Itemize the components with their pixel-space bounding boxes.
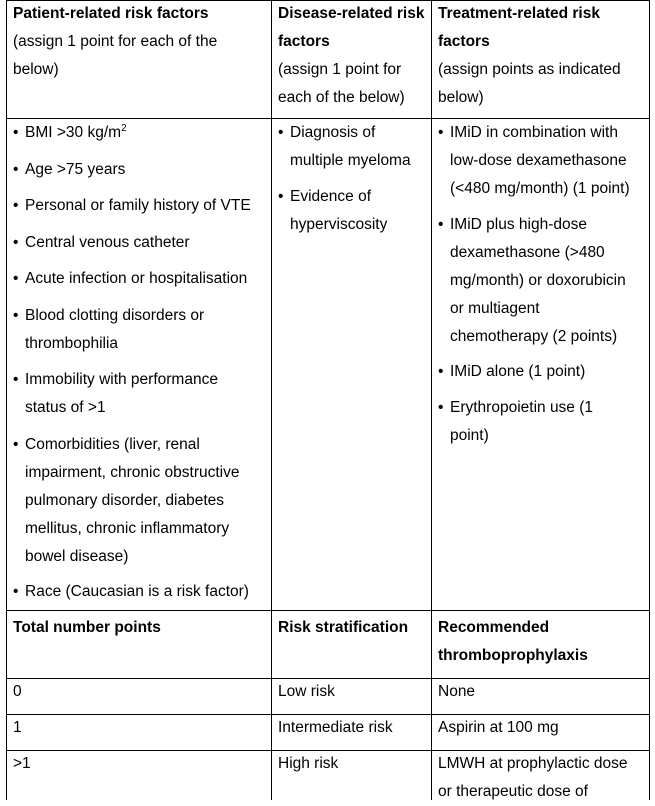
patient-factor-age: [13, 156, 270, 184]
header-patient-cell: [13, 0, 263, 84]
infection-text: Acute infection or hospitalisation: [25, 270, 248, 287]
header-patient-subtitle: (assign 1 point for each of the below): [13, 33, 218, 78]
clotting-text: Blood clotting disorders or thrombophilia: [25, 307, 205, 352]
catheter-text: Central venous catheter: [25, 234, 190, 251]
patient-factor-immobility: [13, 366, 240, 422]
patient-factor-race: [13, 578, 275, 606]
bmi-superscript: 2: [121, 123, 127, 134]
strat-row-2-risk: High risk: [278, 755, 339, 772]
risk-factor-table: [6, 0, 650, 800]
factors-row-divider: [6, 610, 650, 611]
patient-factor-comorbidities: [13, 431, 255, 571]
header-disease-subtitle: (assign 1 point for each of the below): [278, 61, 405, 106]
history-text: Personal or family history of VTE: [25, 197, 251, 214]
column-divider-1: [271, 0, 272, 800]
strat-row-2-points: >1: [13, 755, 31, 772]
patient-factor-history: [13, 192, 275, 220]
comorbidities-text: Comorbidities (liver, renal impairment, chronic obstructive pulmonary disorder, diabetes mellitus, chronic inflammatory bowel disease): [25, 436, 240, 565]
column-divider-2: [431, 0, 432, 800]
table-right-border: [649, 0, 650, 800]
treatment-factor-imid-low: [438, 119, 646, 203]
treatment-factor-imid-alone: [438, 358, 646, 386]
patient-factor-catheter: [13, 229, 270, 257]
bmi-text: BMI >30 kg/m: [25, 124, 122, 141]
strat-row-0-points: 0: [13, 683, 22, 700]
patient-factor-clotting: [13, 302, 230, 358]
strat-row-2-recommendation: LMWH at prophylactic dose or therapeutic dose of: [438, 755, 628, 800]
myeloma-text: Diagnosis of multiple myeloma: [290, 124, 411, 169]
strat-row-1-points: 1: [13, 719, 22, 736]
strat-row-1-recommendation: Aspirin at 100 mg: [438, 719, 559, 736]
disease-factor-hyperviscosity: [278, 183, 420, 239]
strat-header-risk: Risk stratification: [278, 619, 409, 636]
hyperviscosity-text: Evidence of hyperviscosity: [290, 188, 388, 233]
disease-factor-myeloma: [278, 119, 428, 175]
strat-header-points: Total number points: [13, 619, 161, 636]
header-disease-title: Disease-related risk factors: [278, 5, 425, 50]
imid-low-text: IMiD in combination with low-dose dexamethasone (<480 mg/month) (1 point): [450, 124, 630, 197]
header-patient-title: Patient-related risk factors: [13, 5, 209, 22]
strat-header-recommended: Recommended thromboprophylaxis: [438, 619, 588, 664]
strat-row-0-risk: Low risk: [278, 683, 335, 700]
race-text: Race (Caucasian is a risk factor): [25, 583, 249, 600]
treatment-factor-epo: [438, 394, 618, 450]
immobility-text: Immobility with performance status of >1: [25, 371, 218, 416]
header-treatment-subtitle: (assign points as indicated below): [438, 61, 621, 106]
imid-high-text: IMiD plus high-dose dexamethasone (>480 mg/month) or doxorubicin or multiagent chemotherapy (2 points): [450, 216, 626, 345]
epo-text: Erythropoietin use (1 point): [450, 399, 594, 444]
age-text: Age >75 years: [25, 161, 126, 178]
table-left-border: [6, 0, 7, 800]
imid-alone-text: IMiD alone (1 point): [450, 363, 586, 380]
header-treatment-cell: [438, 0, 646, 112]
treatment-factor-imid-high: [438, 211, 640, 351]
patient-factor-bmi: [13, 119, 270, 147]
header-disease-cell: [278, 0, 426, 112]
strat-row-0-recommendation: None: [438, 683, 476, 700]
patient-factor-infection: [13, 265, 275, 293]
strat-row-1-risk: Intermediate risk: [278, 719, 393, 736]
header-treatment-title: Treatment-related risk factors: [438, 5, 600, 50]
